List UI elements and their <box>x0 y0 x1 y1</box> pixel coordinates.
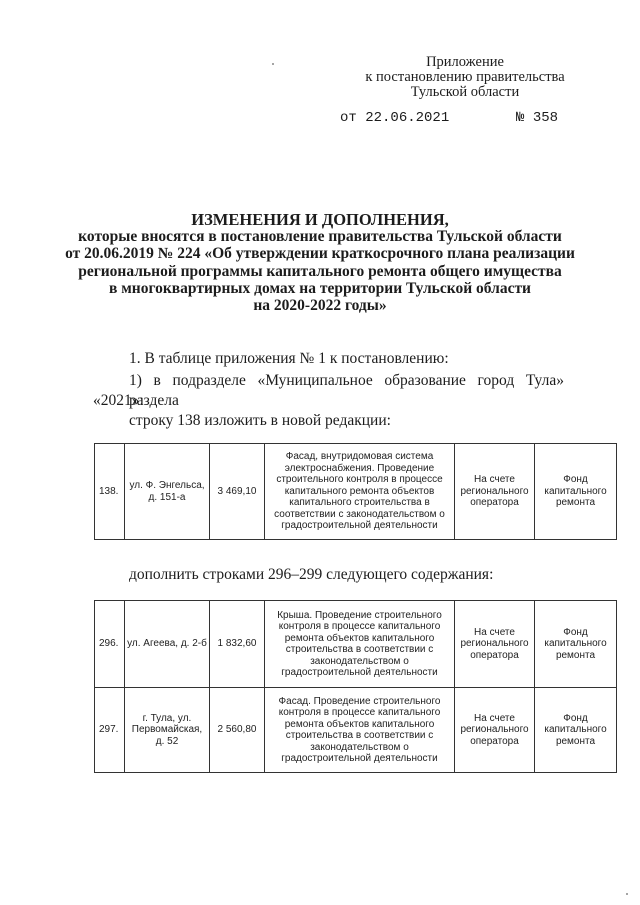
document-number-wrap <box>516 110 558 126</box>
row-number: 297. <box>95 688 125 773</box>
table-row <box>95 444 617 540</box>
row-address: ул. Ф. Энгельса, д. 151-а <box>125 444 210 540</box>
title-line: от 20.06.2019 № 224 «Об утверждении краткосрочного плана реализации <box>65 245 575 263</box>
appendix-line: Приложение <box>426 54 504 70</box>
appendix-header <box>330 55 600 100</box>
table-row-138 <box>94 443 617 540</box>
row-cost: 3 469,10 <box>210 444 265 540</box>
row-work-description: Фасад, внутридомовая система электроснабжения. Проведение строительного контроля в процессе капитального ремонта объектов капитального строительства в соответствии с законодательством о градостроительной деятельности <box>265 444 455 540</box>
row-number: 296. <box>95 601 125 688</box>
appendix-line: к постановлению правительства <box>365 69 565 85</box>
row-account: На счете регионального оператора <box>455 601 535 688</box>
add-rows-instruction: дополнить строками 296–299 следующего содержания: <box>129 566 494 583</box>
scan-speck <box>626 893 628 895</box>
document-date: 22.06.2021 <box>365 110 450 126</box>
row-fund: Фонд капитального ремонта <box>535 444 617 540</box>
row-number: 138. <box>95 444 125 540</box>
title-line: на 2020-2022 годы» <box>253 297 387 315</box>
row-fund: Фонд капитального ремонта <box>535 601 617 688</box>
row-work-description: Крыша. Проведение строительного контроля в процессе капитального ремонта объектов капитального строительства в соответствии с законодательством о градостроительной деятельности <box>265 601 455 688</box>
document-number: 358 <box>532 110 559 126</box>
appendix-line: Тульской области <box>410 84 520 100</box>
title-line: которые вносятся в постановление правительства Тульской области <box>78 228 562 246</box>
document-title <box>60 211 580 314</box>
number-prefix: № <box>516 110 525 126</box>
row-cost: 2 560,80 <box>210 688 265 773</box>
row-account: На счете регионального оператора <box>455 444 535 540</box>
date-prefix: от <box>340 110 357 126</box>
row-cost: 1 832,60 <box>210 601 265 688</box>
row-fund: Фонд капитального ремонта <box>535 688 617 773</box>
row-address: ул. Агеева, д. 2-б <box>125 601 210 688</box>
table-row <box>95 601 617 688</box>
item-1-1: 1) в подразделе «Муниципальное образование город Тула» раздела <box>129 372 564 409</box>
row-address: г. Тула, ул. Первомайская, д. 52 <box>125 688 210 773</box>
date-number-line <box>340 110 559 126</box>
title-line: региональной программы капитального ремонта общего имущества <box>78 262 562 280</box>
row-account: На счете регионального оператора <box>455 688 535 773</box>
table-rows-296-297 <box>94 600 617 773</box>
table-row <box>95 688 617 773</box>
item-1: 1. В таблице приложения № 1 к постановлению: <box>129 350 449 367</box>
scan-speck <box>272 63 274 65</box>
title-heading: ИЗМЕНЕНИЯ И ДОПОЛНЕНИЯ, <box>191 210 449 229</box>
row-138-instruction: строку 138 изложить в новой редакции: <box>129 412 391 429</box>
item-1-1-continued: «2021»: <box>93 392 144 409</box>
row-work-description: Фасад. Проведение строительного контроля в процессе капитального ремонта объектов капитального строительства в соответствии с законодательством о градостроительной деятельности <box>265 688 455 773</box>
title-line: в многоквартирных домах на территории Тульской области <box>108 279 531 297</box>
